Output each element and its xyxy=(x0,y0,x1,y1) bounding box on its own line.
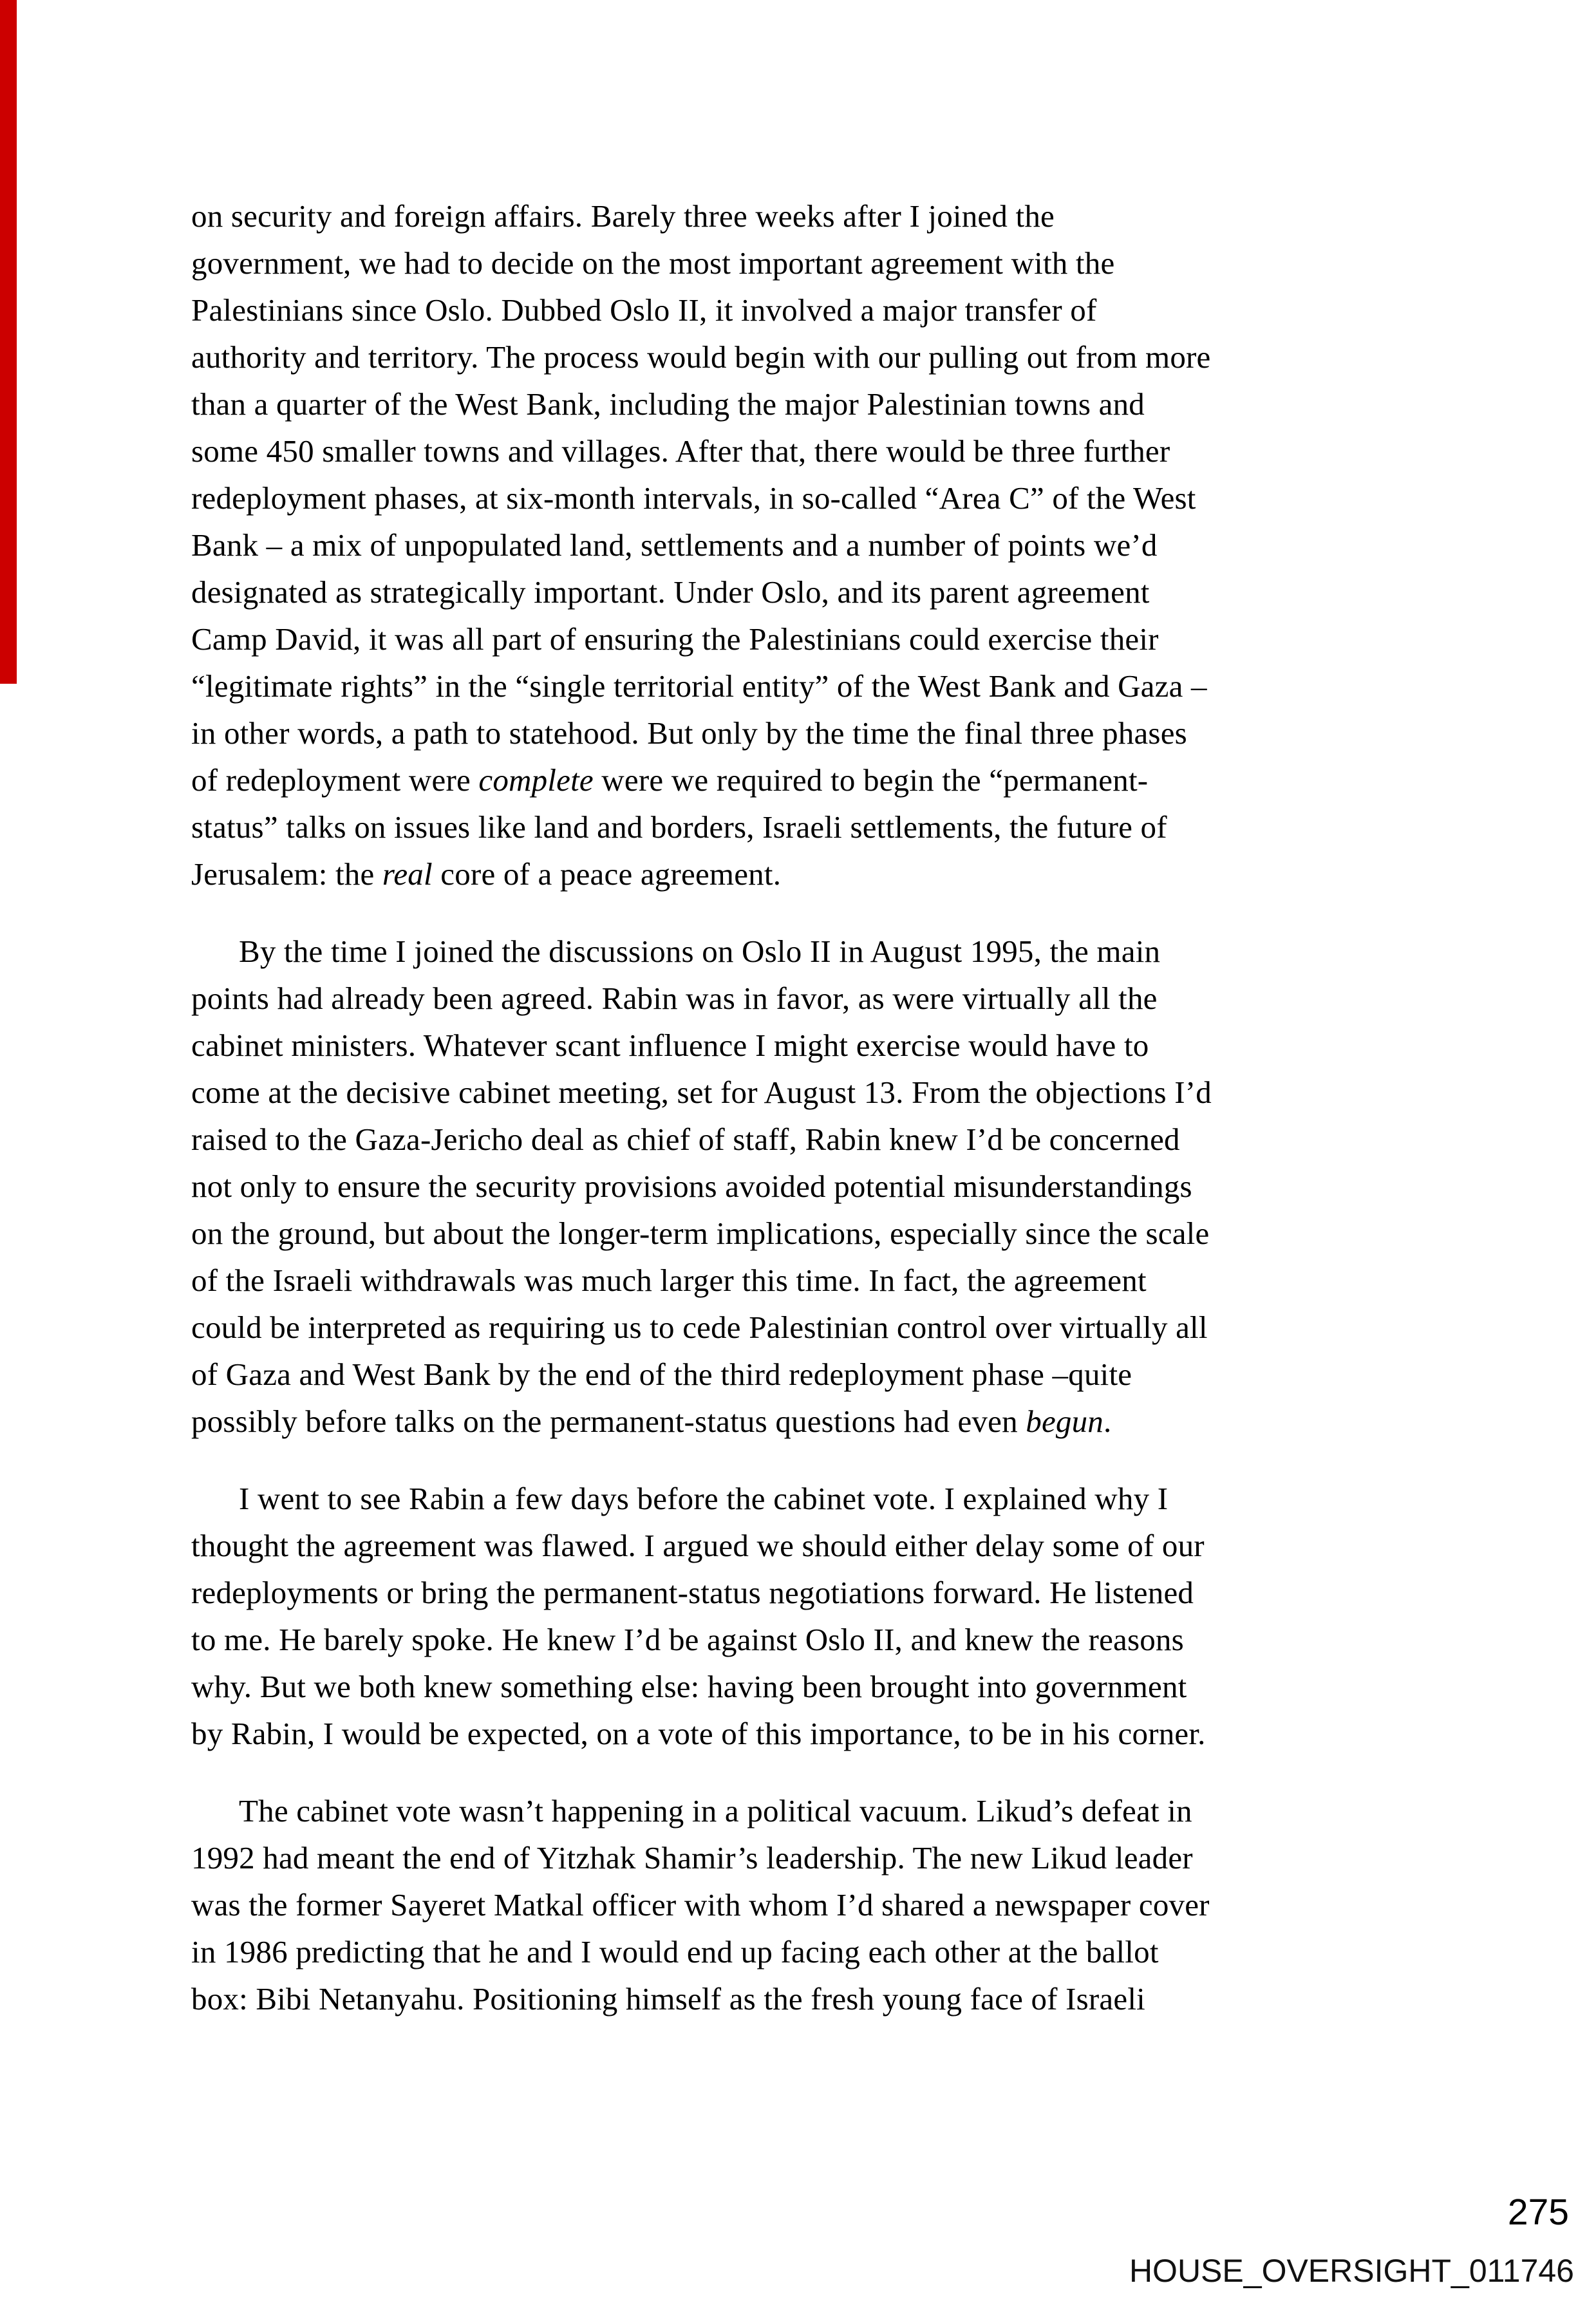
text-line xyxy=(191,428,1453,475)
text-segment: . xyxy=(1103,1404,1112,1439)
text-segment: government, we had to decide on the most important agreement with the xyxy=(191,245,1115,281)
text-segment: designated as strategically important. Under Oslo, and its parent agreement xyxy=(191,574,1150,610)
text-line xyxy=(191,1304,1453,1351)
paragraph xyxy=(191,928,1453,1445)
text-line xyxy=(191,710,1453,757)
text-line xyxy=(191,475,1453,522)
text-line xyxy=(191,240,1453,287)
text-segment: Camp David, it was all part of ensuring the Palestinians could exercise their xyxy=(191,621,1159,657)
text-segment: could be interpreted as requiring us to cede Palestinian control over virtually all xyxy=(191,1310,1208,1345)
text-line xyxy=(191,804,1453,851)
text-segment: I went to see Rabin a few days before the cabinet vote. I explained why I xyxy=(239,1481,1169,1516)
text-line xyxy=(191,1616,1453,1663)
text-line xyxy=(191,1210,1453,1257)
text-segment: of redeployment were xyxy=(191,762,479,798)
text-segment: Palestinians since Oslo. Dubbed Oslo II, it involved a major transfer of xyxy=(191,292,1097,328)
text-line xyxy=(191,757,1453,804)
italic-text: begun xyxy=(1026,1404,1103,1439)
text-segment: were we required to begin the “permanent- xyxy=(593,762,1149,798)
text-line xyxy=(191,1163,1453,1210)
paragraph xyxy=(191,1787,1453,2022)
page-number: 275 xyxy=(1507,2192,1569,2233)
text-segment: Jerusalem: the xyxy=(191,856,382,892)
text-segment: to me. He barely spoke. He knew I’d be against Oslo II, and knew the reasons xyxy=(191,1622,1184,1657)
text-segment: raised to the Gaza-Jericho deal as chief of staff, Rabin knew I’d be concerned xyxy=(191,1122,1180,1157)
italic-text: complete xyxy=(478,762,594,798)
text-segment: authority and territory. The process would begin with our pulling out from more xyxy=(191,339,1211,375)
bates-stamp: HOUSE_OVERSIGHT_011746 xyxy=(1129,2253,1574,2289)
text-segment: thought the agreement was flawed. I argued we should either delay some of our xyxy=(191,1528,1205,1563)
text-line xyxy=(191,928,1453,975)
text-segment: box: Bibi Netanyahu. Positioning himself as the fresh young face of Israeli xyxy=(191,1981,1145,2016)
text-line xyxy=(191,975,1453,1022)
text-line xyxy=(191,1022,1453,1069)
text-segment: by Rabin, I would be expected, on a vote of this importance, to be in his corner. xyxy=(191,1716,1206,1751)
text-segment: in other words, a path to statehood. But only by the time the final three phases xyxy=(191,715,1187,751)
text-segment: redeployments or bring the permanent-status negotiations forward. He listened xyxy=(191,1575,1194,1610)
text-segment: The cabinet vote wasn’t happening in a political vacuum. Likud’s defeat in xyxy=(239,1793,1192,1828)
text-line xyxy=(191,1928,1453,1975)
text-segment: “legitimate rights” in the “single territorial entity” of the West Bank and Gaza – xyxy=(191,668,1207,704)
text-line xyxy=(191,1069,1453,1116)
text-line xyxy=(191,334,1453,381)
text-segment: on the ground, but about the longer-term implications, especially since the scale xyxy=(191,1216,1210,1251)
text-segment: why. But we both knew something else: having been brought into government xyxy=(191,1669,1187,1704)
paragraph xyxy=(191,193,1453,898)
text-line xyxy=(191,381,1453,428)
text-line xyxy=(191,1787,1453,1834)
text-segment: redeployment phases, at six-month intervals, in so-called “Area C” of the West xyxy=(191,480,1196,516)
text-segment: 1992 had meant the end of Yitzhak Shamir’s leadership. The new Likud leader xyxy=(191,1840,1193,1875)
text-line xyxy=(191,1522,1453,1569)
text-line xyxy=(191,1663,1453,1710)
text-line xyxy=(191,1569,1453,1616)
text-line xyxy=(191,1881,1453,1928)
text-line xyxy=(191,1351,1453,1398)
paragraph xyxy=(191,1475,1453,1757)
text-line xyxy=(191,569,1453,616)
text-line xyxy=(191,1710,1453,1757)
text-segment: core of a peace agreement. xyxy=(432,856,782,892)
text-line xyxy=(191,1257,1453,1304)
text-line xyxy=(191,663,1453,710)
text-segment: possibly before talks on the permanent-status questions had even xyxy=(191,1404,1026,1439)
text-segment: of Gaza and West Bank by the end of the third redeployment phase –quite xyxy=(191,1357,1132,1392)
text-segment: than a quarter of the West Bank, including the major Palestinian towns and xyxy=(191,386,1145,422)
text-line xyxy=(191,1116,1453,1163)
red-margin-bar xyxy=(0,0,17,684)
text-line xyxy=(191,193,1453,240)
text-segment: status” talks on issues like land and borders, Israeli settlements, the future of xyxy=(191,809,1167,845)
text-segment: of the Israeli withdrawals was much larger this time. In fact, the agreement xyxy=(191,1263,1147,1298)
text-segment: Bank – a mix of unpopulated land, settlements and a number of points we’d xyxy=(191,527,1158,563)
text-line xyxy=(191,851,1453,898)
text-segment: come at the decisive cabinet meeting, set for August 13. From the objections I’d xyxy=(191,1075,1212,1110)
text-line xyxy=(191,1834,1453,1881)
text-segment: points had already been agreed. Rabin was in favor, as were virtually all the xyxy=(191,981,1158,1016)
page-text xyxy=(191,193,1453,2022)
text-line xyxy=(191,1475,1453,1522)
text-line xyxy=(191,616,1453,663)
text-line xyxy=(191,287,1453,334)
text-line xyxy=(191,1975,1453,2022)
text-segment: cabinet ministers. Whatever scant influence I might exercise would have to xyxy=(191,1028,1149,1063)
text-line xyxy=(191,522,1453,569)
text-segment: By the time I joined the discussions on Oslo II in August 1995, the main xyxy=(239,934,1161,969)
text-segment: on security and foreign affairs. Barely three weeks after I joined the xyxy=(191,198,1055,234)
text-segment: was the former Sayeret Matkal officer with whom I’d shared a newspaper cover xyxy=(191,1887,1210,1922)
italic-text: real xyxy=(382,856,433,892)
text-segment: in 1986 predicting that he and I would end up facing each other at the ballot xyxy=(191,1934,1159,1969)
text-segment: not only to ensure the security provisions avoided potential misunderstandings xyxy=(191,1169,1192,1204)
text-segment: some 450 smaller towns and villages. After that, there would be three further xyxy=(191,433,1170,469)
text-line xyxy=(191,1398,1453,1445)
